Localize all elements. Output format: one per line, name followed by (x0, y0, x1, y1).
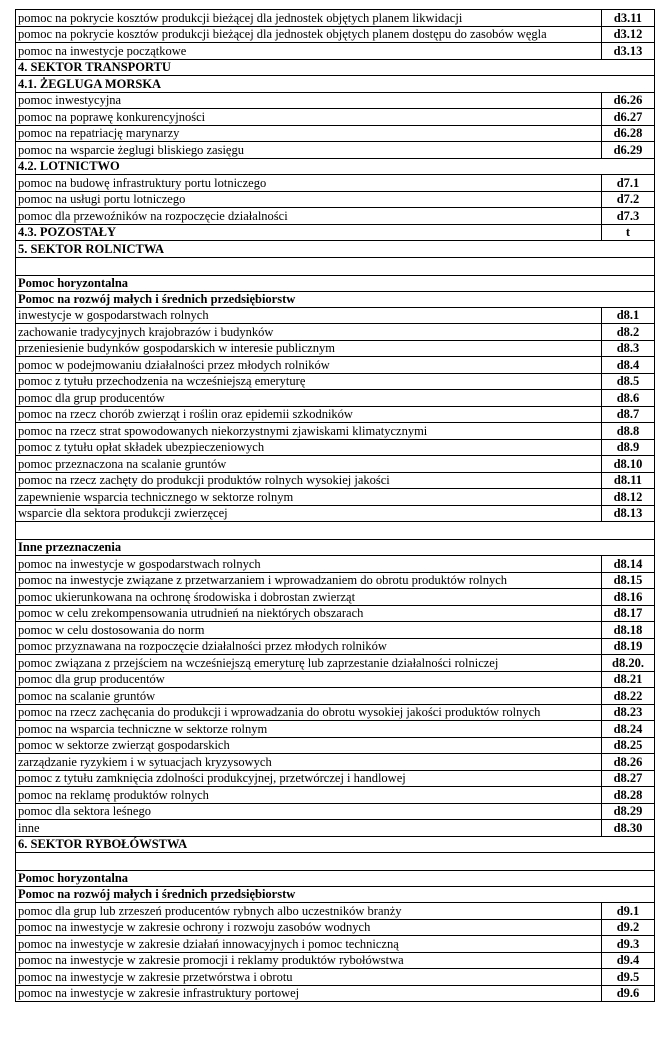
section-heading: 5. SEKTOR ROLNICTWA (16, 241, 655, 258)
table-row (16, 142, 655, 159)
row-label: pomoc na usługi portu lotniczego (16, 191, 602, 208)
row-label: pomoc w podejmowaniu działalności przez młodych rolników (16, 357, 602, 374)
row-label: pomoc dla przewoźników na rozpoczęcie działalności (16, 208, 602, 225)
table-row (16, 191, 655, 208)
table-row (16, 373, 655, 390)
table-row (16, 175, 655, 192)
row-label: pomoc w sektorze zwierząt gospodarskich (16, 737, 602, 754)
spacer-row (16, 522, 655, 540)
row-label: pomoc na reklamę produktów rolnych (16, 787, 602, 804)
row-label: 4.3. POZOSTAŁY (16, 224, 602, 241)
row-label: inne (16, 820, 602, 837)
subheading-row (16, 887, 655, 903)
row-code: d8.8 (602, 423, 655, 440)
row-code: d8.9 (602, 439, 655, 456)
row-code: d8.22 (602, 688, 655, 705)
section-heading: 6. SEKTOR RYBOŁÓWSTWA (16, 836, 655, 853)
row-label: pomoc w celu dostosowania do norm (16, 622, 602, 639)
table-row (16, 26, 655, 43)
section-heading: 4.2. LOTNICTWO (16, 158, 655, 175)
row-label: pomoc na inwestycje w zakresie działań innowacyjnych i pomoc techniczną (16, 936, 602, 953)
table-row (16, 43, 655, 60)
table-row (16, 307, 655, 324)
row-label: pomoc na inwestycje w gospodarstwach rolnych (16, 556, 602, 573)
row-label: pomoc na inwestycje początkowe (16, 43, 602, 60)
subheading: Pomoc horyzontalna (16, 871, 655, 887)
row-code: d8.15 (602, 572, 655, 589)
table-row (16, 787, 655, 804)
row-label: pomoc na inwestycje w zakresie przetwórstwa i obrotu (16, 969, 602, 986)
row-code: d8.2 (602, 324, 655, 341)
spacer-cell (16, 257, 655, 275)
row-label: pomoc dla grup producentów (16, 390, 602, 407)
row-label: pomoc na budowę infrastruktury portu lotniczego (16, 175, 602, 192)
row-code: d8.30 (602, 820, 655, 837)
row-label: pomoc na repatriację marynarzy (16, 125, 602, 142)
table-row (16, 340, 655, 357)
row-code: d9.2 (602, 919, 655, 936)
row-code: d8.18 (602, 622, 655, 639)
row-code: d6.26 (602, 92, 655, 109)
row-code: d8.12 (602, 489, 655, 506)
row-code: d8.29 (602, 803, 655, 820)
spacer-row (16, 257, 655, 275)
row-code: d8.16 (602, 589, 655, 606)
table-row (16, 208, 655, 225)
spacer-row (16, 853, 655, 871)
row-label: pomoc na wsparcie żeglugi bliskiego zasięgu (16, 142, 602, 159)
row-label: pomoc na inwestycje w zakresie promocji i reklamy produktów rybołówstwa (16, 952, 602, 969)
table-row (16, 357, 655, 374)
table-row (16, 936, 655, 953)
section-heading: 4.1. ŻEGLUGA MORSKA (16, 76, 655, 93)
row-code: d8.17 (602, 605, 655, 622)
row-code: d8.28 (602, 787, 655, 804)
table-row (16, 489, 655, 506)
table-row (16, 820, 655, 837)
table-row (16, 770, 655, 787)
table-row (16, 125, 655, 142)
row-label: pomoc związana z przejściem na wcześniejszą emeryturę lub zaprzestanie działalności rolniczej (16, 655, 602, 672)
row-label: pomoc na rzecz strat spowodowanych niekorzystnymi zjawiskami klimatycznymi (16, 423, 602, 440)
row-label: wsparcie dla sektora produkcji zwierzęcej (16, 505, 602, 522)
table-row (16, 406, 655, 423)
row-code: d3.12 (602, 26, 655, 43)
subheading: Inne przeznaczenia (16, 540, 655, 556)
row-label: pomoc dla sektora leśnego (16, 803, 602, 820)
row-code: d8.20. (602, 655, 655, 672)
subheading-row (16, 275, 655, 291)
table-row (16, 572, 655, 589)
row-code: d6.28 (602, 125, 655, 142)
table-row (16, 737, 655, 754)
row-label: pomoc z tytułu opłat składek ubezpieczeniowych (16, 439, 602, 456)
row-label: pomoc na inwestycje w zakresie ochrony i rozwoju zasobów wodnych (16, 919, 602, 936)
row-code: d8.3 (602, 340, 655, 357)
subheading-row (16, 871, 655, 887)
row-code: d8.10 (602, 456, 655, 473)
row-label: zapewnienie wsparcia technicznego w sektorze rolnym (16, 489, 602, 506)
table-row (16, 324, 655, 341)
aid-codes-table (15, 9, 655, 1002)
table-row (16, 969, 655, 986)
row-code: d6.27 (602, 109, 655, 126)
row-label: pomoc na poprawę konkurencyjności (16, 109, 602, 126)
row-code: d8.5 (602, 373, 655, 390)
table-row (16, 903, 655, 920)
row-code: d8.7 (602, 406, 655, 423)
table-row (16, 622, 655, 639)
row-label: pomoc na scalanie gruntów (16, 688, 602, 705)
row-label: pomoc na inwestycje związane z przetwarzaniem i wprowadzaniem do obrotu produktów rolnych (16, 572, 602, 589)
row-code: d8.19 (602, 638, 655, 655)
section-heading: 4. SEKTOR TRANSPORTU (16, 59, 655, 76)
row-code: d8.23 (602, 704, 655, 721)
table-row (16, 109, 655, 126)
row-label: zachowanie tradycyjnych krajobrazów i budynków (16, 324, 602, 341)
table-row (16, 92, 655, 109)
subheading: Pomoc na rozwój małych i średnich przedsiębiorstw (16, 291, 655, 307)
row-code: d9.1 (602, 903, 655, 920)
row-label: pomoc dla grup producentów (16, 671, 602, 688)
row-code: d9.3 (602, 936, 655, 953)
row-code: d8.6 (602, 390, 655, 407)
row-code: d3.13 (602, 43, 655, 60)
row-label: pomoc na rzecz chorób zwierząt i roślin oraz epidemii szkodników (16, 406, 602, 423)
row-code: d6.29 (602, 142, 655, 159)
row-code: t (602, 224, 655, 241)
table-row (16, 754, 655, 771)
row-code: d8.26 (602, 754, 655, 771)
row-label: inwestycje w gospodarstwach rolnych (16, 307, 602, 324)
table-row (16, 704, 655, 721)
table-row (16, 688, 655, 705)
row-label: pomoc w celu zrekompensowania utrudnień na niektórych obszarach (16, 605, 602, 622)
table-row (16, 472, 655, 489)
row-label: pomoc na rzecz zachęcania do produkcji i wprowadzania do obrotu wysokiej jakości produktów rolnych (16, 704, 602, 721)
table-row (16, 439, 655, 456)
row-label: pomoc z tytułu zamknięcia zdolności produkcyjnej, przetwórczej i handlowej (16, 770, 602, 787)
row-label: pomoc inwestycyjna (16, 92, 602, 109)
row-code: d9.6 (602, 985, 655, 1002)
row-code: d8.1 (602, 307, 655, 324)
row-code: d7.2 (602, 191, 655, 208)
row-code: d8.25 (602, 737, 655, 754)
spacer-cell (16, 522, 655, 540)
table-row (16, 589, 655, 606)
row-label: pomoc z tytułu przechodzenia na wcześniejszą emeryturę (16, 373, 602, 390)
row-code: d8.4 (602, 357, 655, 374)
table-body (16, 10, 655, 1002)
table-row (16, 505, 655, 522)
section-heading-row (16, 158, 655, 175)
row-label: pomoc na wsparcia techniczne w sektorze rolnym (16, 721, 602, 738)
row-code: d8.24 (602, 721, 655, 738)
table-row (16, 390, 655, 407)
row-label: pomoc na pokrycie kosztów produkcji bieżącej dla jednostek objętych planem dostępu do zasobów węgla (16, 26, 602, 43)
row-label: pomoc przyznawana na rozpoczęcie działalności przez młodych rolników (16, 638, 602, 655)
table-row (16, 423, 655, 440)
table-row (16, 919, 655, 936)
row-label: zarządzanie ryzykiem i w sytuacjach kryzysowych (16, 754, 602, 771)
table-row (16, 556, 655, 573)
row-code: d3.11 (602, 10, 655, 27)
row-code: d8.21 (602, 671, 655, 688)
table-row (16, 456, 655, 473)
section-heading-row (16, 241, 655, 258)
subheading: Pomoc na rozwój małych i średnich przedsiębiorstw (16, 887, 655, 903)
spacer-cell (16, 853, 655, 871)
table-row (16, 952, 655, 969)
table-row (16, 10, 655, 27)
table-row (16, 985, 655, 1002)
section-heading-row (16, 59, 655, 76)
row-label: pomoc przeznaczona na scalanie gruntów (16, 456, 602, 473)
table-row (16, 224, 655, 241)
row-code: d8.27 (602, 770, 655, 787)
table-row (16, 655, 655, 672)
row-code: d8.14 (602, 556, 655, 573)
row-code: d8.13 (602, 505, 655, 522)
table-row (16, 721, 655, 738)
row-label: pomoc na inwestycje w zakresie infrastruktury portowej (16, 985, 602, 1002)
row-label: pomoc na rzecz zachęty do produkcji produktów rolnych wysokiej jakości (16, 472, 602, 489)
table-row (16, 671, 655, 688)
subheading: Pomoc horyzontalna (16, 275, 655, 291)
table-row (16, 803, 655, 820)
row-code: d9.5 (602, 969, 655, 986)
row-code: d7.1 (602, 175, 655, 192)
row-code: d7.3 (602, 208, 655, 225)
subheading-row (16, 291, 655, 307)
row-label: pomoc dla grup lub zrzeszeń producentów rybnych albo uczestników branży (16, 903, 602, 920)
section-heading-row (16, 836, 655, 853)
table-row (16, 605, 655, 622)
subheading-row (16, 540, 655, 556)
table-row (16, 638, 655, 655)
row-code: d8.11 (602, 472, 655, 489)
row-label: pomoc ukierunkowana na ochronę środowiska i dobrostan zwierząt (16, 589, 602, 606)
row-label: przeniesienie budynków gospodarskich w interesie publicznym (16, 340, 602, 357)
section-heading-row (16, 76, 655, 93)
row-label: pomoc na pokrycie kosztów produkcji bieżącej dla jednostek objętych planem likwidacji (16, 10, 602, 27)
row-code: d9.4 (602, 952, 655, 969)
